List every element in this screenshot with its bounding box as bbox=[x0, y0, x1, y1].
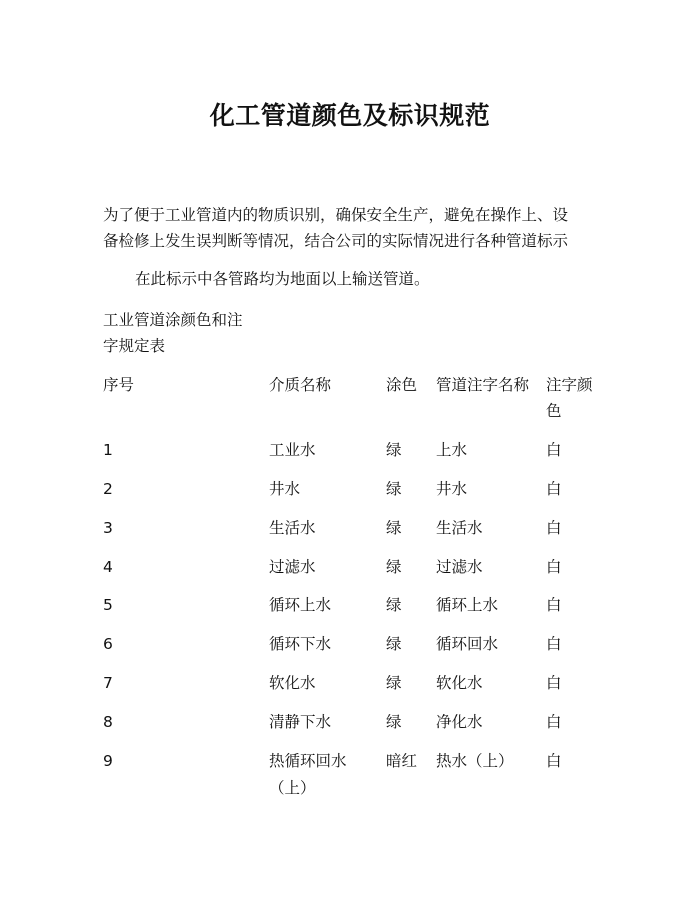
intro-paragraph-line-3: 在此标示中各管路均为地面以上输送管道。 bbox=[135, 270, 430, 288]
row-font-color: 白 bbox=[546, 519, 562, 537]
intro-paragraph-line-1: 为了便于工业管道内的物质识别，确保安全生产，避免在操作上、设 bbox=[103, 206, 569, 224]
table-caption-line-1: 工业管道涂颜色和注 bbox=[103, 311, 243, 329]
row-paint-color: 绿 bbox=[386, 558, 402, 576]
header-pipe-label: 管道注字名称 bbox=[436, 376, 530, 394]
header-medium: 介质名称 bbox=[269, 376, 332, 394]
row-seq: 5 bbox=[103, 596, 113, 614]
row-medium-continued: （上） bbox=[269, 779, 316, 797]
row-seq: 9 bbox=[103, 752, 113, 770]
row-paint-color: 绿 bbox=[386, 441, 402, 459]
intro-paragraph-line-2: 备检修上发生误判断等情况，结合公司的实际情况进行各种管道标示 bbox=[103, 232, 569, 250]
row-medium: 生活水 bbox=[269, 519, 316, 537]
row-paint-color: 绿 bbox=[386, 596, 402, 614]
row-pipe-label: 井水 bbox=[436, 480, 468, 498]
row-seq: 2 bbox=[103, 480, 113, 498]
row-paint-color: 绿 bbox=[386, 635, 402, 653]
table-caption-line-2: 字规定表 bbox=[103, 337, 166, 355]
row-pipe-label: 循环回水 bbox=[436, 635, 499, 653]
row-medium: 井水 bbox=[269, 480, 301, 498]
row-font-color: 白 bbox=[546, 713, 562, 731]
page-title: 化工管道颜色及标识规范 bbox=[209, 101, 491, 130]
row-font-color: 白 bbox=[546, 558, 562, 576]
row-seq: 3 bbox=[103, 519, 113, 537]
row-pipe-label: 净化水 bbox=[436, 713, 483, 731]
row-seq: 8 bbox=[103, 713, 113, 731]
row-pipe-label: 过滤水 bbox=[436, 558, 483, 576]
row-medium: 工业水 bbox=[269, 441, 316, 459]
row-font-color: 白 bbox=[546, 480, 562, 498]
header-font-color-line-2: 色 bbox=[546, 402, 562, 420]
row-seq: 7 bbox=[103, 674, 113, 692]
row-pipe-label: 热水（上） bbox=[436, 752, 514, 770]
row-medium: 循环下水 bbox=[269, 635, 332, 653]
row-medium: 循环上水 bbox=[269, 596, 332, 614]
header-seq: 序号 bbox=[103, 376, 135, 394]
row-paint-color: 暗红 bbox=[386, 752, 418, 770]
header-font-color-line-1: 注字颜 bbox=[546, 376, 593, 394]
row-font-color: 白 bbox=[546, 596, 562, 614]
row-medium: 过滤水 bbox=[269, 558, 316, 576]
row-medium: 软化水 bbox=[269, 674, 316, 692]
row-pipe-label: 软化水 bbox=[436, 674, 483, 692]
row-font-color: 白 bbox=[546, 674, 562, 692]
row-seq: 1 bbox=[103, 441, 113, 459]
row-pipe-label: 上水 bbox=[436, 441, 468, 459]
row-font-color: 白 bbox=[546, 752, 562, 770]
row-seq: 4 bbox=[103, 558, 113, 576]
row-paint-color: 绿 bbox=[386, 519, 402, 537]
row-pipe-label: 循环上水 bbox=[436, 596, 499, 614]
row-paint-color: 绿 bbox=[386, 480, 402, 498]
row-seq: 6 bbox=[103, 635, 113, 653]
row-paint-color: 绿 bbox=[386, 713, 402, 731]
row-medium: 热循环回水 bbox=[269, 752, 347, 770]
row-medium: 清静下水 bbox=[269, 713, 332, 731]
header-paint-color: 涂色 bbox=[386, 376, 418, 394]
row-pipe-label: 生活水 bbox=[436, 519, 483, 537]
row-font-color: 白 bbox=[546, 635, 562, 653]
row-font-color: 白 bbox=[546, 441, 562, 459]
row-paint-color: 绿 bbox=[386, 674, 402, 692]
